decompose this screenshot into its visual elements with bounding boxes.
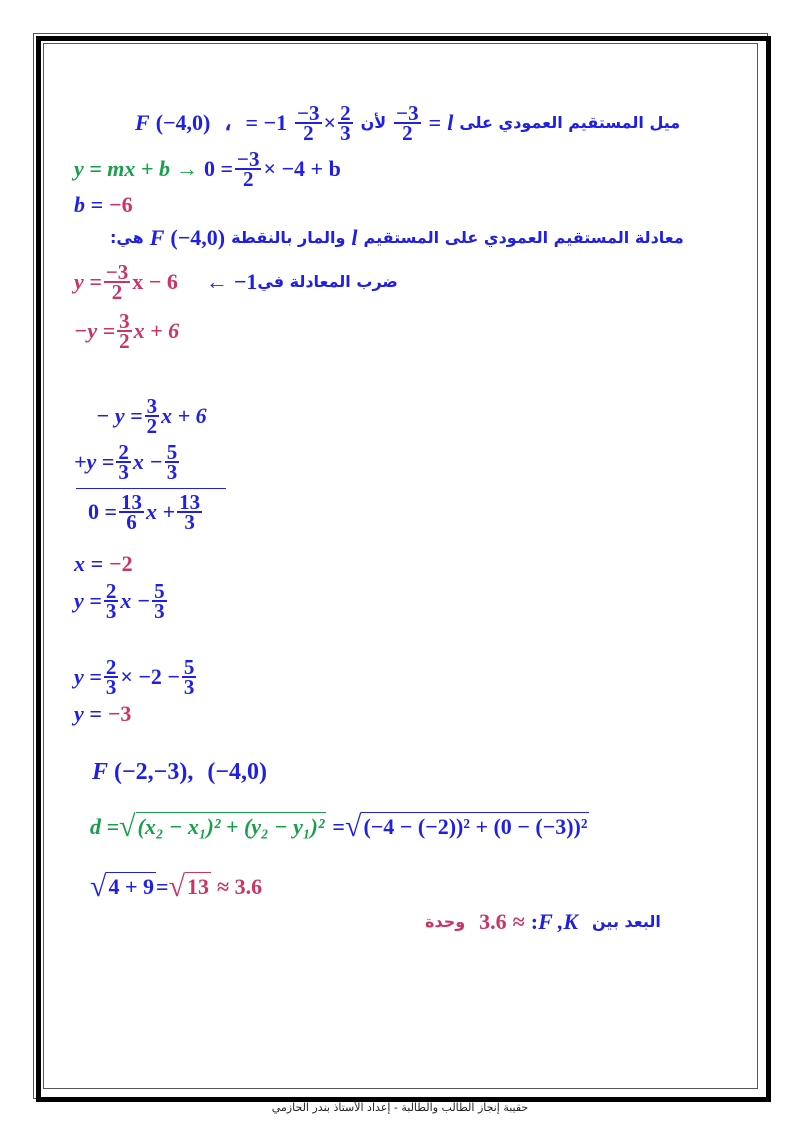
arabic-text: ميل المستقيم العمودي على — [459, 113, 681, 132]
point-label: F — [149, 225, 165, 250]
perpendicular-equation — [74, 260, 398, 304]
fraction: $\frac{3}{2}$ — [119, 309, 130, 353]
points-fk: F ,K — [538, 909, 579, 934]
y-substitution — [74, 655, 198, 699]
equals: = — [428, 110, 442, 135]
sqrt-icon: √ — [344, 810, 362, 843]
rest: x + 6 — [161, 403, 207, 428]
arabic-text: هي: — [110, 228, 144, 247]
fraction: $\frac{13}{6}$ — [121, 490, 143, 534]
fraction: $\frac{2}{3}$ — [105, 655, 117, 699]
times: × — [323, 110, 337, 135]
rest: × −4 + b — [263, 156, 341, 181]
conclusion — [425, 910, 661, 934]
lhs: y = — [74, 664, 102, 689]
distance-formula — [90, 812, 589, 842]
b-value — [74, 193, 133, 217]
colon: : — [530, 909, 539, 934]
lhs: − y = — [96, 403, 143, 428]
sqrt-icon: √ — [119, 810, 136, 843]
equals: = — [332, 814, 345, 839]
lhs: d = — [90, 814, 120, 839]
mid: x − — [132, 449, 163, 474]
point-coords: (−4,0) — [155, 110, 211, 135]
arabic-text: والمار بالنقطة — [231, 228, 346, 247]
points — [92, 760, 267, 784]
approx: ≈ 3.6 — [217, 874, 263, 899]
point-f: (−2,−3), — [114, 759, 194, 785]
fraction: $\frac{2}{3}$ — [340, 101, 351, 145]
fraction: $\frac{-3}{2}$ — [237, 147, 260, 191]
sum-row-1 — [96, 394, 207, 438]
arabic-text: ضرب المعادلة في — [257, 272, 398, 291]
point-label: F — [92, 759, 109, 785]
mid: x − — [120, 588, 151, 613]
b-label: b = — [74, 192, 104, 217]
b-val: −6 — [109, 192, 133, 217]
fraction: $\frac{5}{3}$ — [154, 579, 165, 623]
sqrt: √ 13 — [168, 870, 210, 903]
rest: x − 6 — [132, 269, 178, 294]
sqrt-icon: √ — [90, 870, 107, 903]
point-2: (−4,0) — [207, 759, 268, 785]
sum-row-3 — [88, 490, 204, 534]
sqrt: √ 4 + 9 — [90, 870, 155, 903]
unit: وحدة — [425, 912, 466, 931]
factor: −1 — [233, 269, 258, 294]
sum-row-2 — [74, 440, 181, 484]
b-equation — [74, 147, 341, 191]
approx: ≈ — [512, 909, 525, 934]
point-coords: (−4,0) — [170, 225, 226, 250]
sum-rule — [76, 488, 226, 489]
lhs: y = — [74, 588, 102, 613]
slope-intercept-form: y = mx + b — [74, 156, 170, 181]
distance-result — [90, 872, 262, 902]
arrow: → — [175, 156, 198, 181]
y-equation — [74, 579, 169, 623]
mid: × −2 − — [120, 664, 180, 689]
line-l: l — [351, 225, 358, 250]
fraction: $\frac{2}{3}$ — [105, 579, 117, 623]
line-l: l — [447, 110, 454, 135]
val: −3 — [107, 701, 132, 726]
distance-value: 3.6 — [479, 909, 507, 934]
slope-fraction: $\frac{-3}{2}$ — [396, 101, 419, 145]
fraction: $\frac{2}{3}$ — [118, 440, 129, 484]
product-result: = −1 — [245, 110, 288, 135]
point-label: F — [135, 110, 150, 135]
zero-eq: 0 = — [203, 156, 233, 181]
lhs: 0 = — [88, 499, 118, 524]
mid: x + — [146, 499, 176, 524]
footer: حقيبة إنجاز الطالب والطالبة - إعداد الأستاذ بندر الحازمي — [271, 1101, 529, 1114]
sqrt-icon: √ — [168, 870, 186, 903]
negated-equation — [74, 309, 180, 353]
equals: = — [156, 874, 169, 899]
arrow-left-icon: ← — [205, 269, 228, 294]
lhs: −y = — [74, 318, 116, 343]
arabic-text: معادلة المستقيم العمودي على المستقيم — [363, 228, 684, 247]
separator: ، — [224, 110, 232, 135]
sqrt: √ (−4 − (−2))² + (0 − (−3))² — [344, 810, 588, 843]
rest: x + 6 — [133, 318, 180, 343]
x-value — [74, 552, 133, 576]
lhs: +y = — [74, 449, 115, 474]
fraction: $\frac{5}{3}$ — [183, 655, 195, 699]
fraction: $\frac{-3}{2}$ — [105, 260, 129, 304]
equation-heading — [110, 226, 684, 250]
lhs: x = — [74, 551, 104, 576]
arabic-text: البعد بين — [592, 912, 661, 931]
arabic-because: لأن — [360, 113, 387, 132]
fraction: $\frac{3}{2}$ — [146, 394, 158, 438]
val: −2 — [109, 551, 133, 576]
fraction: $\frac{5}{3}$ — [166, 440, 178, 484]
slope-line — [135, 101, 681, 145]
fraction: $\frac{-3}{2}$ — [297, 101, 320, 145]
sqrt: √ (x₂ − x₁)² + (y₂ − y₁)² — [119, 810, 325, 843]
fraction: $\frac{13}{3}$ — [179, 490, 201, 534]
lhs: y = — [74, 701, 102, 726]
y-value — [74, 702, 131, 726]
lhs: y = — [74, 269, 102, 294]
